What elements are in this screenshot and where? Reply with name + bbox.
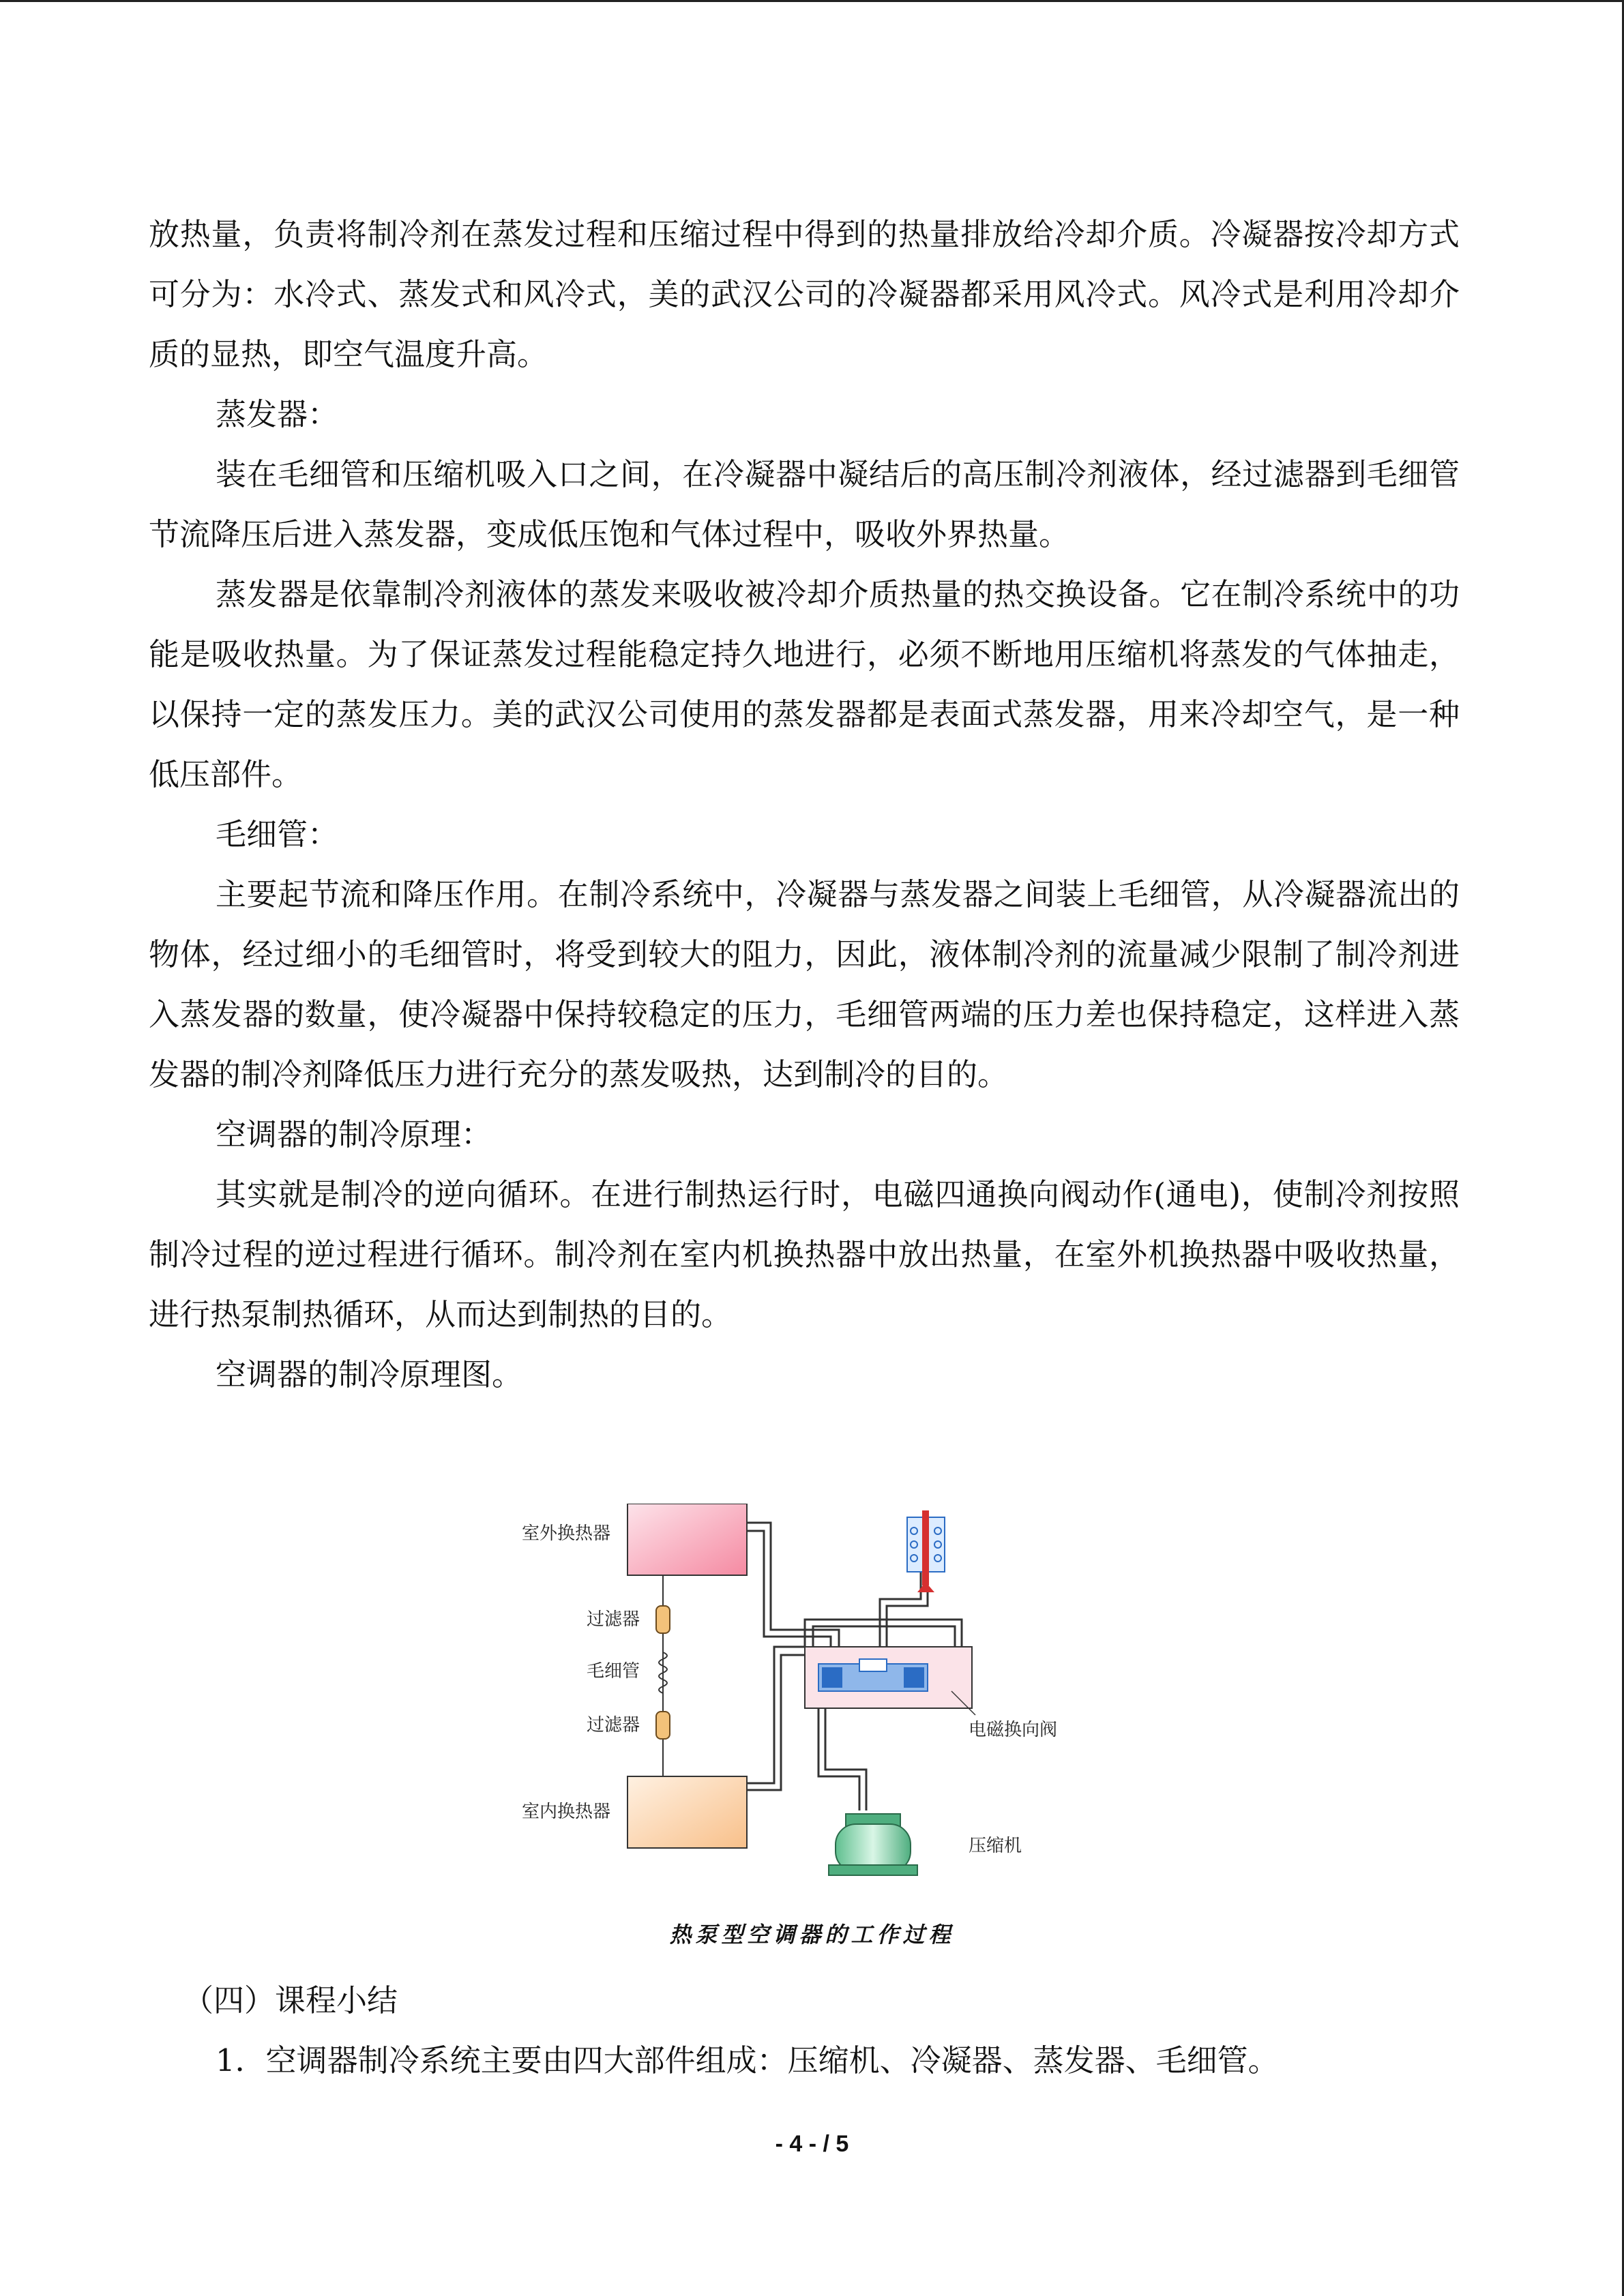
capillary-coil: [659, 1652, 667, 1693]
heading-evaporator: 蒸发器：: [216, 396, 339, 432]
figure-caption: 热泵型空调器的工作过程: [669, 1922, 955, 1948]
heading-capillary: 毛细管：: [216, 816, 339, 852]
paragraph-capillary: 主要起节流和降压作用。在制冷系统中，冷凝器与蒸发器之间装上毛细管，从冷凝器流出的物体，经过细小的毛细管时，将受到较大的阻力，因此，液体制冷剂的流量减少限制了制冷剂进入蒸发器的数量，使冷凝器中保持较稳定的压力，毛细管两端的压力差也保持稳定，这样进入蒸发器的制冷剂降低压力进行充分的蒸发吸热，达到制冷的目的。: [149, 876, 1460, 1092]
body-text: [149, 205, 1460, 1405]
heat-pump-diagram: [505, 1504, 1119, 1885]
outdoor-heat-exchanger: [628, 1504, 747, 1575]
paragraph-evaporator-position: 装在毛细管和压缩机吸入口之间，在冷凝器中凝结后的高压制冷剂液体，经过滤器到毛细管节流降压后进入蒸发器，变成低压饱和气体过程中，吸收外界热量。: [149, 456, 1460, 552]
label-compressor: 压缩机: [969, 1836, 1022, 1856]
compressor: [829, 1814, 917, 1875]
top-border: [0, 0, 1624, 2]
filter-2: [656, 1712, 670, 1739]
label-capillary: 毛细管: [587, 1661, 640, 1682]
indoor-heat-exchanger: [628, 1776, 747, 1848]
label-filter-1: 过滤器: [587, 1609, 640, 1630]
label-outdoor: 室外换热器: [522, 1523, 611, 1544]
paragraph-condenser: 放热量，负责将制冷剂在蒸发过程和压缩过程中得到的热量排放给冷却介质。冷凝器按冷却方式可分为：水冷式、蒸发式和风冷式，美的武汉公司的冷凝器都采用风冷式。风冷式是利用冷却介质的显热，即空气温度升高。: [149, 216, 1460, 372]
paragraph-principle: 其实就是制冷的逆向循环。在进行制热运行时，电磁四通换向阀动作(通电)，使制冷剂按照制冷过程的逆过程进行循环。制冷剂在室内机换热器中放出热量，在室外机换热器中吸收热量，进行热泵制热循环，从而达到制热的目的。: [149, 1176, 1460, 1332]
label-filter-2: 过滤器: [587, 1715, 640, 1735]
page-number: - 4 - / 5: [775, 2131, 849, 2157]
summary-item-1: 1．空调器制冷系统主要由四大部件组成：压缩机、冷凝器、蒸发器、毛细管。: [216, 2042, 1279, 2078]
solenoid-coil: [907, 1510, 945, 1592]
label-indoor: 室内换热器: [522, 1802, 611, 1822]
course-summary: [149, 1971, 1460, 2091]
filter-1: [656, 1606, 670, 1633]
four-way-valve: [805, 1647, 972, 1708]
paragraph-evaporator-function: 蒸发器是依靠制冷剂液体的蒸发来吸收被冷却介质热量的热交换设备。它在制冷系统中的功能是吸收热量。为了保证蒸发过程能稳定持久地进行，必须不断地用压缩机将蒸发的气体抽走，以保持一定的蒸发压力。美的武汉公司使用的蒸发器都是表面式蒸发器，用来冷却空气，是一种低压部件。: [149, 576, 1460, 792]
heading-diagram: 空调器的制冷原理图。: [216, 1356, 523, 1392]
summary-heading: （四）课程小结: [183, 1982, 398, 2018]
heading-principle: 空调器的制冷原理：: [216, 1116, 492, 1152]
label-valve: 电磁换向阀: [969, 1720, 1058, 1740]
